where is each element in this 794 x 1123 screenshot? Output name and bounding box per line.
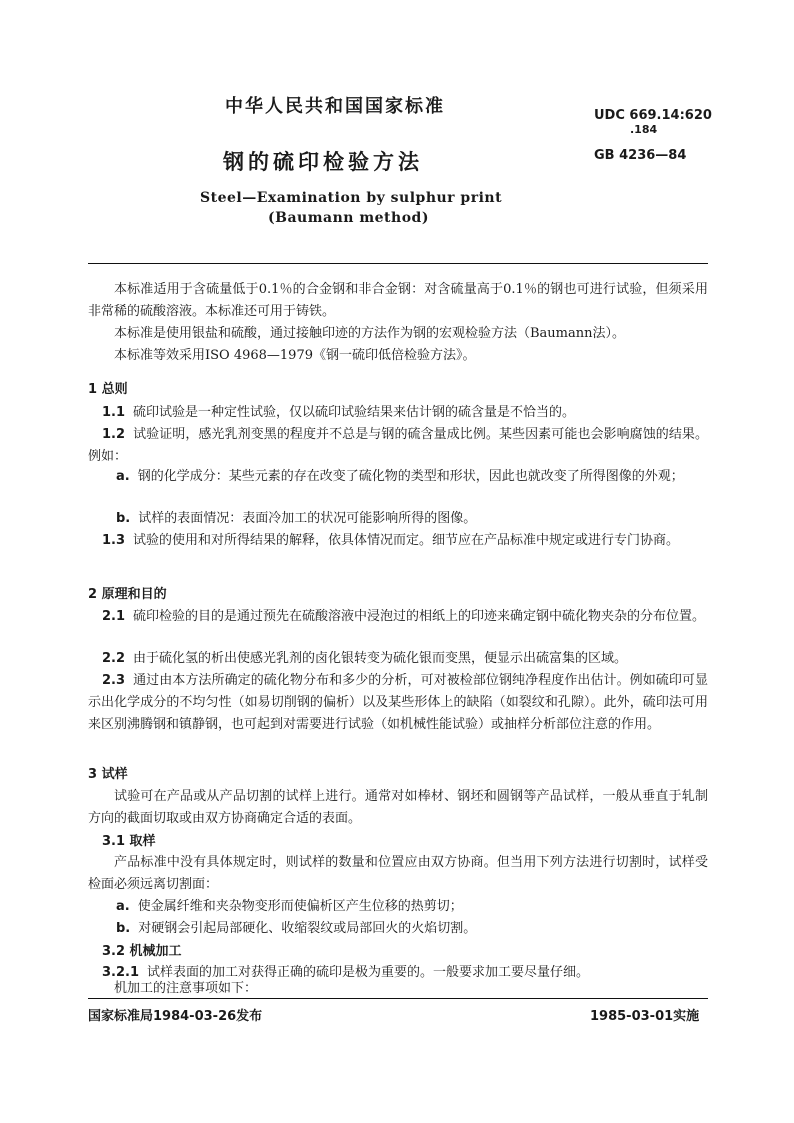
section-3-paragraph: 试验可在产品或从产品切割的试样上进行。通常对如棒材、钢坯和圆钢等产品试样，一般从垂直于轧制方向的截面切取或由双方协商确定合适的表面。	[88, 789, 708, 826]
clause-3-2-heading: 3.2 机械加工	[102, 944, 182, 959]
item-text: 试样的表面情况：表面冷加工的状况可能影响所得的图像。	[138, 511, 477, 526]
clause-number: 2.2	[102, 651, 126, 666]
clause-3-2-1-continuation: 机加工的注意事项如下：	[114, 981, 258, 996]
item-1-2-a	[88, 466, 708, 488]
clause-1-1	[88, 402, 708, 424]
item-1-2-b	[88, 508, 708, 530]
effective-date: 1985-03-01实施	[590, 1009, 700, 1024]
clause-text: 试验证明，感光乳剂变黑的程度并不总是与钢的硫含量成比例。某些因素可能也会影响腐蚀的结果。例如：	[88, 427, 708, 464]
udc-code-continuation: .184	[630, 123, 658, 136]
english-title: Steel—Examination by sulphur print	[200, 190, 503, 206]
section-3-heading: 3 试样	[88, 767, 128, 782]
clause-2-3	[88, 670, 708, 736]
item-label: b.	[116, 921, 131, 936]
clause-1-3	[88, 530, 708, 552]
english-subtitle: (Baumann method)	[268, 210, 429, 226]
issue-date: 国家标准局1984-03-26发布	[88, 1009, 263, 1024]
item-text: 使金属纤维和夹杂物变形而使偏析区产生位移的热剪切；	[137, 899, 463, 914]
clause-number: 1.1	[102, 405, 126, 420]
item-label: a.	[116, 469, 130, 484]
item-3-1-b	[88, 918, 708, 940]
item-label: b.	[116, 511, 131, 526]
section-1-heading: 1 总则	[88, 382, 128, 397]
footer-divider	[88, 998, 708, 999]
intro-paragraph-3: 本标准等效采用ISO 4968—1979《钢一硫印低倍检验方法》。	[114, 348, 476, 363]
clause-text: 硫印检验的目的是通过预先在硫酸溶液中浸泡过的相纸上的印迹来确定钢中硫化物夹杂的分布位置。	[133, 609, 706, 624]
item-label: a.	[116, 899, 130, 914]
issuing-organization: 中华人民共和国国家标准	[225, 96, 445, 117]
clause-2-1	[88, 606, 708, 628]
item-text: 对硬钢会引起局部硬化、收缩裂纹或局部回火的火焰切割。	[138, 921, 477, 936]
clause-text: 试验的使用和对所得结果的解释，依具体情况而定。细节应在产品标准中规定或进行专门协商。	[133, 533, 680, 548]
clause-3-1-heading: 3.1 取样	[102, 834, 156, 849]
item-3-1-a	[88, 896, 708, 918]
clause-3-1-text: 产品标准中没有具体规定时，则试样的数量和位置应由双方协商。但当用下列方法进行切割时，试样受检面必须远离切割面：	[88, 855, 708, 892]
clause-2-2	[88, 648, 708, 670]
clause-number: 1.3	[102, 533, 126, 548]
clause-number: 3.2.1	[102, 965, 140, 980]
intro-paragraph-1: 本标准适用于含硫量低于0.1％的合金钢和非合金钢：对含硫量高于0.1％的钢也可进行试验，但须采用非常稀的硫酸溶液。本标准还可用于铸铁。	[88, 282, 708, 319]
clause-text: 通过由本方法所确定的硫化物分布和多少的分析，可对被检部位钢纯净程度作出估计。例如硫印可显示出化学成分的不均匀性（如易切削钢的偏析）以及某些形体上的缺陷（如裂纹和孔隙）。此外，硫印法可用来区别沸腾钢和镇静钢，也可起到对需要进行试验（如机械性能试验）或抽样分析部位注意的作用。	[88, 673, 708, 732]
intro-paragraph-2: 本标准是使用银盐和硫酸，通过接触印迹的方法作为钢的宏观检验方法（Baumann法）。	[114, 326, 625, 341]
clause-1-2	[88, 424, 708, 468]
clause-number: 2.1	[102, 609, 126, 624]
item-text: 钢的化学成分：某些元素的存在改变了硫化物的类型和形状，因此也就改变了所得图像的外观；	[137, 469, 684, 484]
clause-number: 2.3	[102, 673, 126, 688]
udc-code: UDC 669.14:620	[594, 108, 712, 123]
clause-text: 试样表面的加工对获得正确的硫印是极为重要的。一般要求加工要尽量仔细。	[147, 965, 590, 980]
document-title: 钢的硫印检验方法	[223, 150, 423, 174]
standard-number: GB 4236—84	[594, 148, 687, 163]
section-2-heading: 2 原理和目的	[88, 587, 167, 602]
clause-text: 由于硫化氢的析出使感光乳剂的卤化银转变为硫化银而变黑，便显示出硫富集的区域。	[133, 651, 628, 666]
clause-number: 1.2	[102, 427, 126, 442]
clause-text: 硫印试验是一种定性试验，仅以硫印试验结果来估计钢的硫含量是不恰当的。	[133, 405, 576, 420]
header-divider	[88, 263, 708, 264]
